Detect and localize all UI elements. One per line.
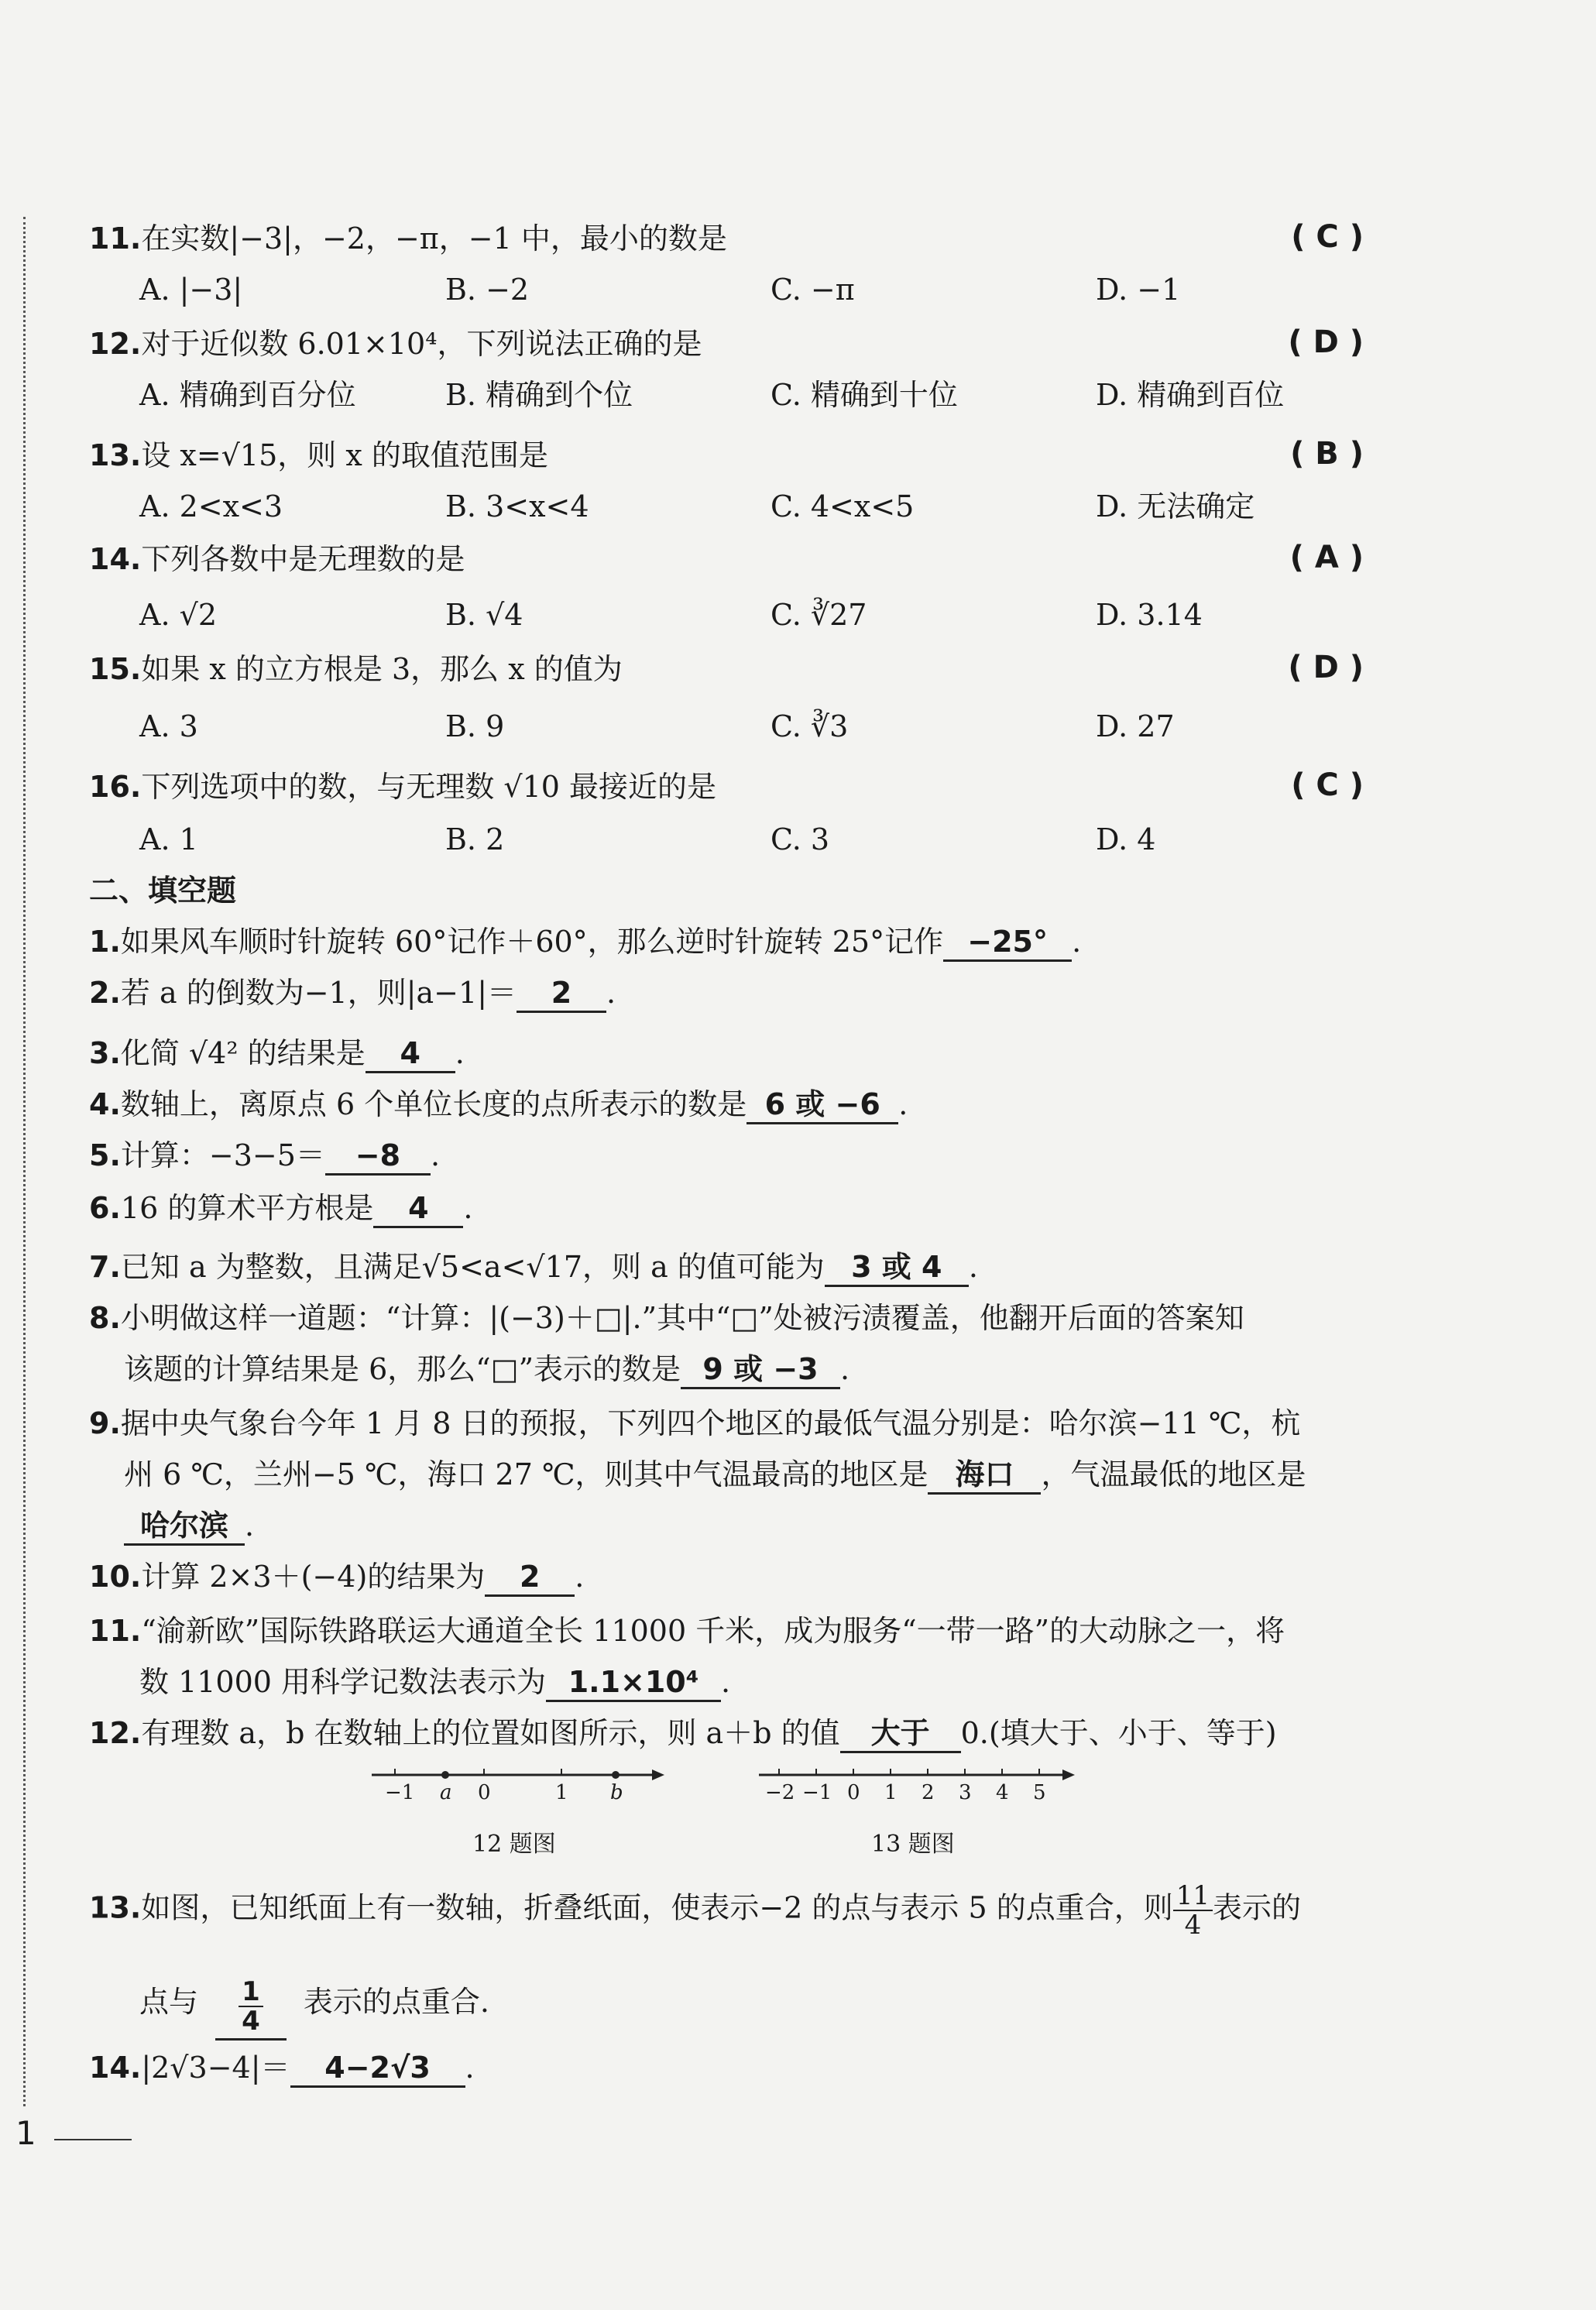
mc-option: D. 3.14	[1096, 598, 1203, 632]
tick-label: 4	[996, 1781, 1009, 1804]
mc-option: D. 27	[1096, 709, 1175, 743]
fill-question-6: 6.16 的算术平方根是 4 .	[89, 1188, 472, 1228]
mc-answer-14: ( A )	[1289, 540, 1364, 575]
figure-caption-13: 13 题图	[871, 1831, 955, 1858]
mc-option: C. ∛27	[771, 598, 867, 632]
axis-arrow	[1062, 1769, 1075, 1780]
answer-blank: 4	[366, 1035, 455, 1073]
mc-option: B. 精确到个位	[445, 378, 633, 412]
mc-option: A. √2	[139, 598, 217, 632]
mc-option: A. 1	[139, 822, 198, 856]
axis-arrow	[652, 1769, 664, 1780]
fill-question-12: 12.有理数 a，b 在数轴上的位置如图所示，则 a＋b 的值 大于 0.(填大于、小于、等于)	[89, 1713, 1277, 1753]
mc-question-15: 15.如果 x 的立方根是 3，那么 x 的值为	[89, 652, 623, 686]
tick-label: a	[440, 1781, 452, 1804]
answer-blank: −25°	[943, 924, 1072, 962]
fill-question-10: 10.计算 2×3＋(−4)的结果为 2 .	[89, 1557, 584, 1597]
tick-label: 5	[1033, 1781, 1046, 1804]
answer-blank: 哈尔滨	[124, 1508, 245, 1546]
mc-option: A. 2<x<3	[139, 489, 283, 523]
answer-blank: 2	[485, 1559, 575, 1597]
mc-option: B. 9	[445, 709, 505, 743]
mc-option: D. 无法确定	[1096, 489, 1255, 523]
section-title-fill-in: 二、填空题	[89, 874, 237, 908]
fill-question-11: 11.“渝新欧”国际铁路联运大通道全长 11000 千米，成为服务“一带一路”的大动脉之一，将	[89, 1614, 1285, 1648]
answer-blank: 海口	[928, 1457, 1041, 1495]
mc-question-13: 13.设 x=√15，则 x 的取值范围是	[89, 438, 548, 472]
answer-blank	[215, 1968, 287, 2041]
fill-question-13-line2: 点与 $\frac{1}{4}$ 表示的点重合.	[139, 1967, 489, 2041]
tick-label: −1	[802, 1781, 832, 1804]
mc-option: B. −2	[445, 273, 530, 307]
answer-blank: 1.1×10⁴	[546, 1664, 721, 1702]
answer-blank: 2	[517, 975, 606, 1013]
fraction: $\frac{11}{4}$	[1173, 1882, 1213, 1939]
fill-question-5: 5.计算：−3−5＝ −8 .	[89, 1135, 440, 1176]
fill-question-8-line2: 该题的计算结果是 6，那么“□”表示的数是 9 或 −3 .	[124, 1349, 849, 1389]
mc-option: B. √4	[445, 598, 523, 632]
fill-question-11-line2: 数 11000 用科学记数法表示为 1.1×10⁴ .	[139, 1662, 730, 1702]
fill-question-1: 1.如果风车顺时针旋转 60°记作＋60°，那么逆时针旋转 25°记作 −25° .	[89, 922, 1081, 962]
answer-blank: 4	[373, 1190, 463, 1228]
mc-option: B. 3<x<4	[445, 489, 589, 523]
fill-question-9-line2: 州 6 ℃，兰州−5 ℃，海口 27 ℃，则其中气温最高的地区是 海口 ，气温最低的地区是	[124, 1454, 1306, 1495]
margin-dotted-line	[23, 217, 26, 2106]
mc-question-11: 11.在实数|−3|，−2，−π，−1 中，最小的数是	[89, 221, 727, 256]
mc-option: C. 4<x<5	[771, 489, 915, 523]
mc-answer-11: ( C )	[1291, 219, 1364, 255]
fill-question-8: 8.小明做这样一道题：“计算：|(−3)＋□|.”其中“□”处被污渍覆盖，他翻开后面的答案知	[89, 1301, 1244, 1335]
fill-question-9-line3: 哈尔滨 .	[124, 1505, 254, 1546]
mc-option: D. −1	[1096, 273, 1181, 307]
fill-question-4: 4.数轴上，离原点 6 个单位长度的点所表示的数是 6 或 −6 .	[89, 1084, 908, 1124]
mc-answer-15: ( D )	[1288, 650, 1364, 685]
fill-question-13: 13.如图，已知纸面上有一数轴，折叠纸面，使表示−2 的点与表示 5 的点重合，则 $\frac{11}{4}$ 表示的	[89, 1880, 1302, 1941]
mc-question-16: 16.下列选项中的数，与无理数 √10 最接近的是	[89, 770, 717, 804]
answer-blank: 大于	[840, 1715, 961, 1753]
mc-answer-13: ( B )	[1290, 436, 1364, 472]
tick-label: 2	[922, 1781, 935, 1804]
mc-option: B. 2	[445, 822, 505, 856]
mc-option: C. ∛3	[771, 709, 849, 743]
answer-fraction: $\frac{1}{4}$	[239, 1978, 263, 2035]
tick-label: −1	[385, 1781, 415, 1804]
mc-option: A. 精确到百分位	[139, 378, 356, 412]
answer-blank: 3 或 4	[825, 1249, 969, 1287]
tick-label: 1	[555, 1781, 568, 1804]
fill-question-14: 14.|2√3−4|＝ 4−2√3 .	[89, 2047, 475, 2088]
point-a	[441, 1771, 449, 1779]
answer-blank: 6 或 −6	[747, 1086, 898, 1124]
mc-option: C. −π	[771, 273, 855, 307]
tick-label: 3	[959, 1781, 972, 1804]
fill-question-9: 9.据中央气象台今年 1 月 8 日的预报，下列四个地区的最低气温分别是：哈尔滨−11 ℃，杭	[89, 1406, 1301, 1440]
tick-label: 0	[847, 1781, 860, 1804]
mc-option: C. 精确到十位	[771, 378, 958, 412]
mc-option: D. 4	[1096, 822, 1156, 856]
answer-blank: 4−2√3	[290, 2050, 465, 2088]
mc-question-14: 14.下列各数中是无理数的是	[89, 542, 465, 576]
answer-blank: 9 或 −3	[681, 1351, 840, 1389]
tick-label: b	[610, 1781, 623, 1804]
mc-option: A. 3	[139, 709, 198, 743]
point-b	[612, 1771, 620, 1779]
answer-blank: −8	[325, 1138, 431, 1176]
tick-label: 0	[478, 1781, 491, 1804]
mc-answer-12: ( D )	[1288, 324, 1364, 360]
figure-caption-12: 12 题图	[472, 1831, 556, 1858]
tick-label: −2	[765, 1781, 795, 1804]
mc-option: A. |−3|	[139, 273, 243, 307]
mc-option: C. 3	[771, 822, 830, 856]
tick-label: 1	[884, 1781, 898, 1804]
mc-answer-16: ( C )	[1291, 767, 1364, 803]
page-number: 1	[15, 2114, 36, 2152]
fill-question-3: 3.化简 √4² 的结果是 4 .	[89, 1033, 465, 1073]
mc-option: D. 精确到百位	[1096, 378, 1285, 412]
fill-question-7: 7.已知 a 为整数，且满足√5<a<√17，则 a 的值可能为 3 或 4 .	[89, 1247, 978, 1287]
page-number-rule	[54, 2139, 132, 2140]
mc-question-12: 12.对于近似数 6.01×10⁴，下列说法正确的是	[89, 327, 702, 361]
fill-question-2: 2.若 a 的倒数为−1，则|a−1|＝ 2 .	[89, 973, 616, 1013]
